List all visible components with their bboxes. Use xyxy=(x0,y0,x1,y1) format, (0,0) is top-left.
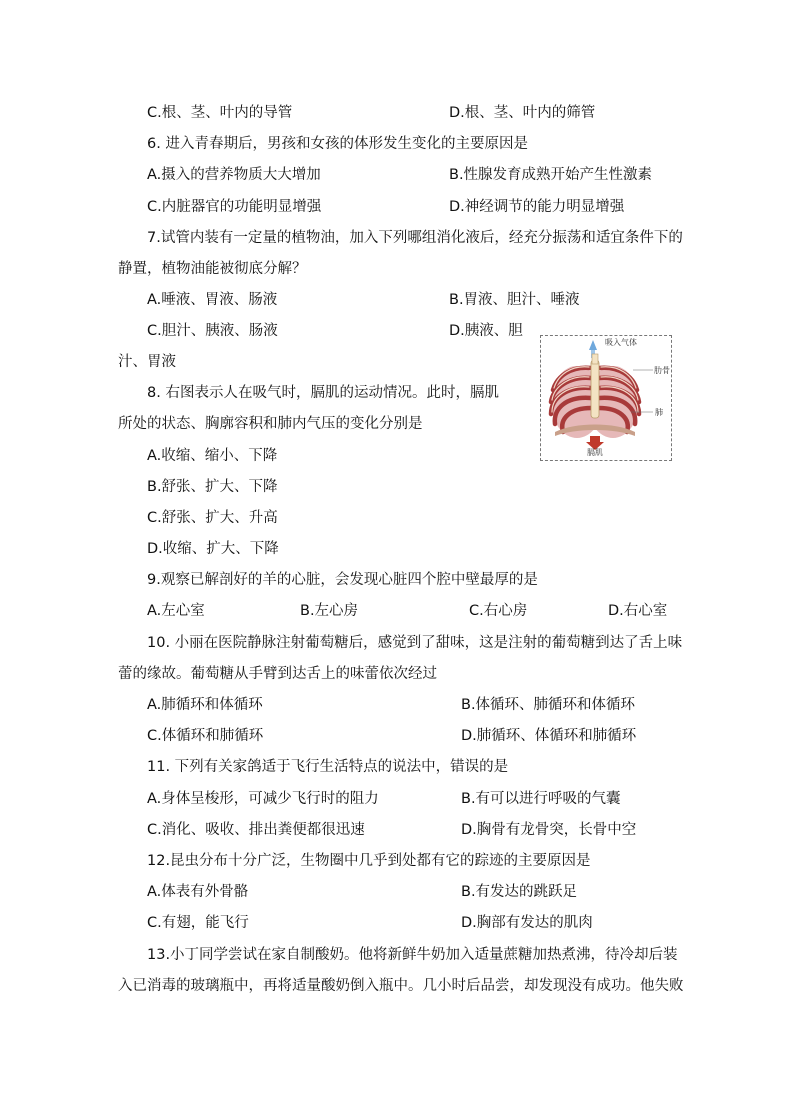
q9-stem: 9.观察已解剖好的羊的心脏，会发现心脏四个腔中壁最厚的是 xyxy=(147,572,538,588)
q12-option-a: A.体表有外骨骼 xyxy=(147,884,249,900)
q11-option-b: B.有可以进行呼吸的气囊 xyxy=(461,791,621,807)
q6-option-c: C.内脏器官的功能明显增强 xyxy=(147,199,322,215)
q5-option-d: D.根、茎、叶内的筛管 xyxy=(449,105,596,121)
q10-option-c: C.体循环和肺循环 xyxy=(147,728,264,744)
ribcage-illustration xyxy=(541,336,671,460)
q10-stem-line2: 蕾的缘故。葡萄糖从手臂到达舌上的味蕾依次经过 xyxy=(118,666,437,682)
q6-option-d: D.神经调节的能力明显增强 xyxy=(449,199,625,215)
q6-option-b: B.性腺发育成熟开始产生性激素 xyxy=(449,167,653,183)
q9-option-d: D.右心室 xyxy=(608,603,668,619)
q8-option-a: A.收缩、缩小、下降 xyxy=(147,448,278,464)
q13-stem-line2: 入已消毒的玻璃瓶中，再将适量酸奶倒入瓶中。几小时后品尝，却发现没有成功。他失败 xyxy=(118,978,684,994)
q8-stem-line2: 所处的状态、胸廓容积和肺内气压的变化分别是 xyxy=(118,416,423,432)
q7-stem-line2: 静置，植物油能被彻底分解？ xyxy=(118,261,307,277)
q11-option-d: D.胸骨有龙骨突，长骨中空 xyxy=(461,822,637,838)
q12-option-d: D.胸部有发达的肌肉 xyxy=(461,915,593,931)
q7-option-d-part1: D.胰液、胆 xyxy=(449,323,523,339)
q10-option-a: A.肺循环和体循环 xyxy=(147,697,263,713)
q6-stem: 6. 进入青春期后，男孩和女孩的体形发生变化的主要原因是 xyxy=(147,136,528,152)
ribcage-figure xyxy=(540,335,672,461)
q9-option-c: C.右心房 xyxy=(469,603,528,619)
q11-option-c: C.消化、吸收、排出粪便都很迅速 xyxy=(147,822,365,838)
q5-option-c: C.根、茎、叶内的导管 xyxy=(147,105,293,121)
q10-stem-line1: 10. 小丽在医院静脉注射葡萄糖后，感觉到了甜味，这是注射的葡萄糖到达了舌上味 xyxy=(147,635,683,651)
q8-option-d: D.收缩、扩大、下降 xyxy=(147,541,279,557)
q9-option-b: B.左心房 xyxy=(300,603,359,619)
q12-option-b: B.有发达的跳跃足 xyxy=(461,884,578,900)
figure-label-inhaled-air: 吸入气体 xyxy=(605,338,637,347)
figure-label-rib: 肋骨 xyxy=(654,366,670,375)
figure-label-diaphragm: 膈肌 xyxy=(587,448,603,457)
figure-label-lung: 肺 xyxy=(655,408,663,417)
q7-option-d-part2: 汁、胃液 xyxy=(118,354,176,370)
q6-option-a: A.摄入的营养物质大大增加 xyxy=(147,167,321,183)
q8-stem-line1: 8. 右图表示人在吸气时，膈肌的运动情况。此时，膈肌 xyxy=(147,385,499,401)
q10-option-d: D.肺循环、体循环和肺循环 xyxy=(461,728,637,744)
q11-option-a: A.身体呈梭形，可减少飞行时的阻力 xyxy=(147,791,379,807)
q7-stem-line1: 7.试管内装有一定量的植物油，加入下列哪组消化液后，经充分振荡和适宜条件下的 xyxy=(147,230,683,246)
q7-option-b: B.胃液、胆汁、唾液 xyxy=(449,292,580,308)
q11-stem: 11. 下列有关家鸽适于飞行生活特点的说法中，错误的是 xyxy=(147,759,509,775)
q7-option-a: A.唾液、胃液、肠液 xyxy=(147,292,278,308)
q8-option-b: B.舒张、扩大、下降 xyxy=(147,479,278,495)
q10-option-b: B.体循环、肺循环和体循环 xyxy=(461,697,636,713)
q13-stem-line1: 13.小丁同学尝试在家自制酸奶。他将新鲜牛奶加入适量蔗糖加热煮沸，待冷却后装 xyxy=(147,947,678,963)
q8-option-c: C.舒张、扩大、升高 xyxy=(147,510,278,526)
q12-stem: 12.昆虫分布十分广泛，生物圈中几乎到处都有它的踪迹的主要原因是 xyxy=(147,853,591,869)
q12-option-c: C.有翅，能飞行 xyxy=(147,915,249,931)
q9-option-a: A.左心室 xyxy=(147,603,205,619)
q7-option-c: C.胆汁、胰液、肠液 xyxy=(147,323,278,339)
